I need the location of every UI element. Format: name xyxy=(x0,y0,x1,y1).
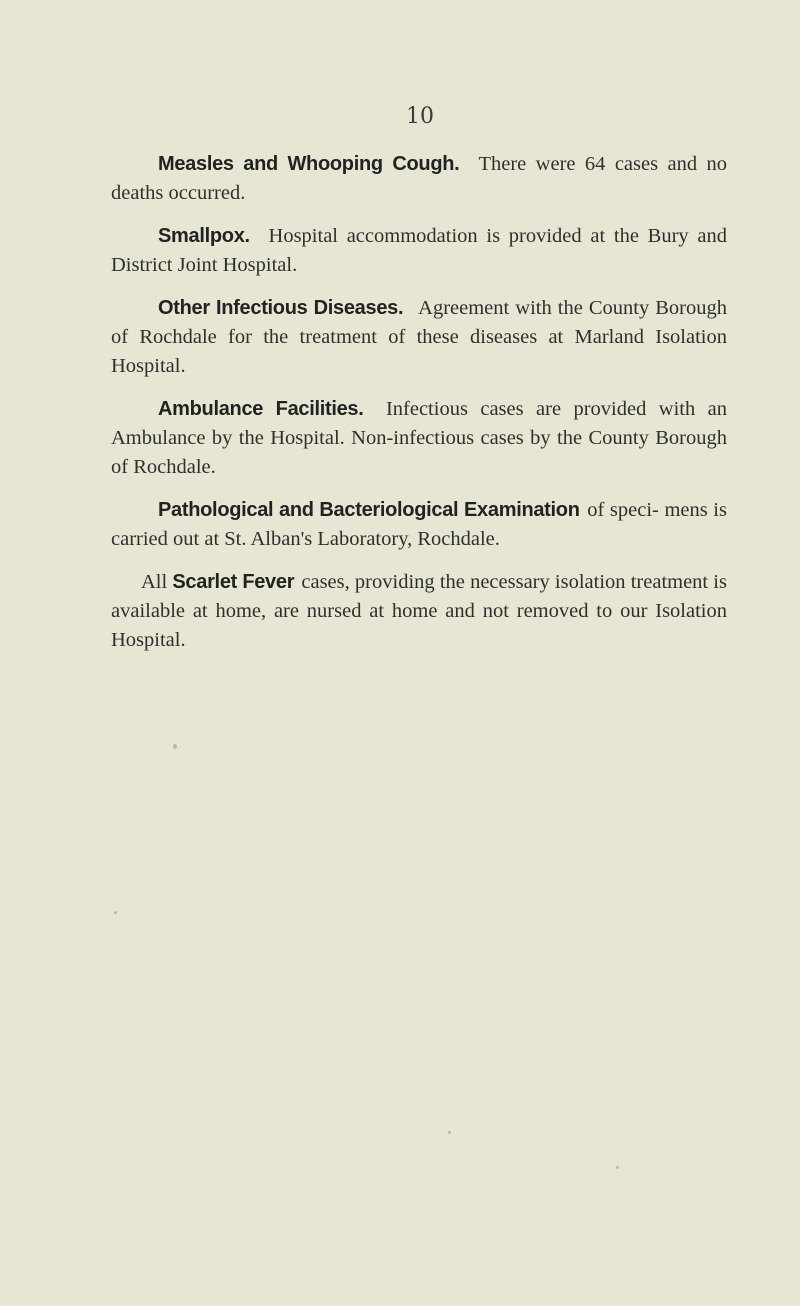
text-scarlet-prefix: All xyxy=(141,571,168,593)
heading-smallpox: Smallpox. xyxy=(158,225,250,247)
heading-pathological: Pathological and Bacteriological Examination xyxy=(158,499,580,521)
text-measles: There were 64 cases and no deaths occurred. xyxy=(111,153,727,204)
paragraph-other-infectious xyxy=(111,294,727,381)
text-smallpox: Hospital accommodation is provided at the Bury and District Joint Hospital. xyxy=(111,225,727,276)
text-ambulance: Infectious cases are provided with an Ambulance by the Hospital. Non-infectious cases by the County Borough of Rochdale. xyxy=(111,398,727,478)
heading-scarlet-fever: Scarlet Fever xyxy=(172,571,295,593)
paragraph-scarlet-fever xyxy=(111,568,727,655)
report-body xyxy=(111,150,727,669)
heading-ambulance: Ambulance Facilities. xyxy=(158,398,364,420)
heading-other-infectious: Other Infectious Diseases. xyxy=(158,297,404,319)
paper-speck xyxy=(616,1166,619,1169)
page-number: 10 xyxy=(406,104,434,129)
text-other-infectious: Agreement with the County Borough of Rochdale for the treatment of these diseases at Marland Isolation Hospital. xyxy=(111,297,727,377)
paragraph-ambulance xyxy=(111,395,727,482)
text-scarlet-fever: cases, providing the necessary isolation treatment is available at home, are nursed at home and not removed to our Isolation Hospital. xyxy=(111,571,727,651)
paragraph-measles xyxy=(111,150,727,208)
paragraph-pathological xyxy=(111,496,727,554)
paragraph-smallpox xyxy=(111,222,727,280)
heading-measles: Measles and Whooping Cough. xyxy=(158,153,460,175)
paper-speck xyxy=(448,1131,451,1134)
paper-speck xyxy=(173,744,177,749)
text-pathological: of speci- mens is carried out at St. Alban's Laboratory, Rochdale. xyxy=(111,499,727,550)
paper-speck xyxy=(114,911,117,914)
